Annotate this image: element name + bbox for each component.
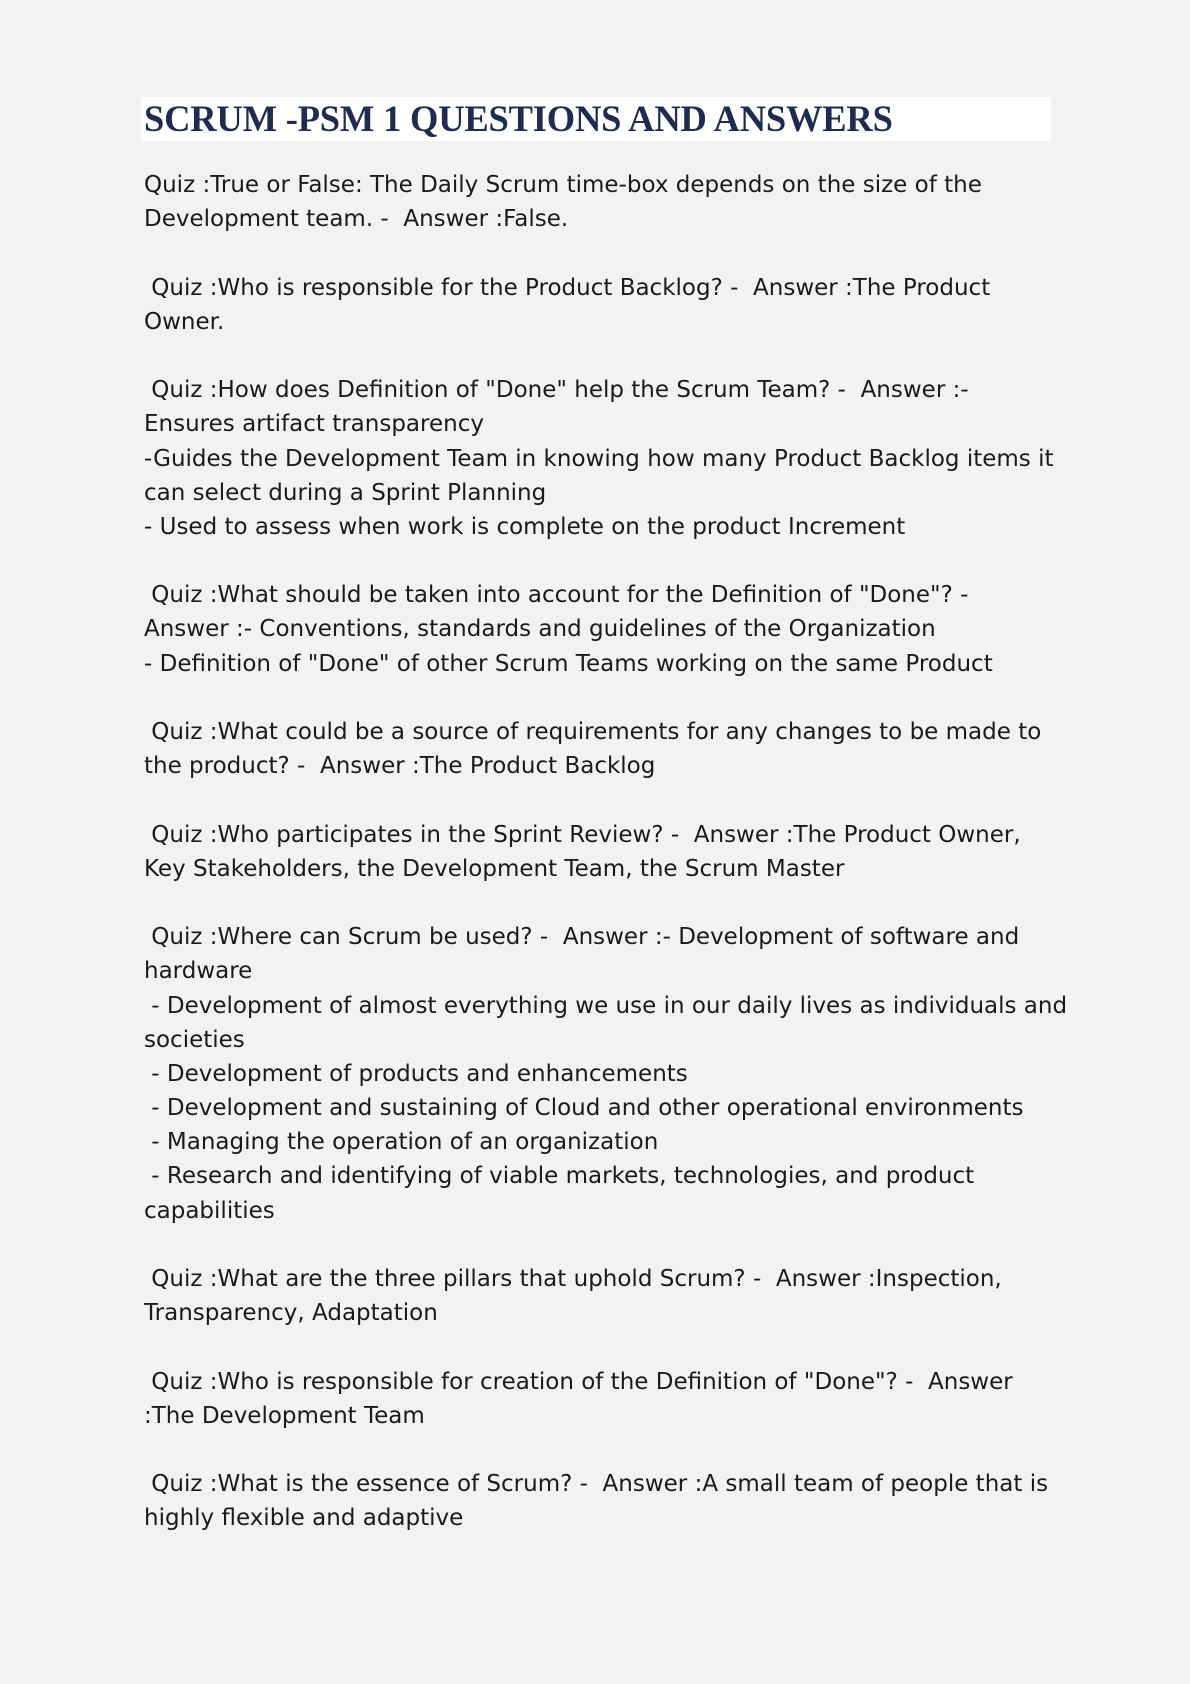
qa-line: Owner. xyxy=(144,308,225,335)
qa-line: Quiz :What should be taken into account for the Definition of "Done"? - xyxy=(144,582,969,609)
qa-line: - Research and identifying of viable markets, technologies, and product xyxy=(144,1163,975,1190)
qa-line: hardware xyxy=(144,958,253,985)
qa-item xyxy=(144,715,1064,783)
qa-item xyxy=(144,271,1064,339)
qa-line: - Development and sustaining of Cloud and other operational environments xyxy=(144,1095,1024,1122)
qa-line: the product? - Answer :The Product Backlog xyxy=(144,753,656,780)
qa-line: Development team. - Answer :False. xyxy=(144,206,569,233)
qa-line: - Development of almost everything we use in our daily lives as individuals and xyxy=(144,992,1068,1019)
page-title: SCRUM -PSM 1 QUESTIONS AND ANSWERS xyxy=(144,98,893,139)
qa-item xyxy=(144,818,1064,886)
qa-line: - Definition of "Done" of other Scrum Teams working on the same Product xyxy=(144,650,993,677)
qa-line: Ensures artifact transparency xyxy=(144,411,484,438)
qa-line: capabilities xyxy=(144,1197,275,1224)
qa-list xyxy=(144,168,1068,1570)
qa-line: Transparency, Adaptation xyxy=(144,1300,438,1327)
qa-line: - Managing the operation of an organization xyxy=(144,1129,659,1156)
qa-line: highly flexible and adaptive xyxy=(144,1505,464,1532)
qa-item xyxy=(144,1467,1064,1535)
qa-line: Quiz :How does Definition of "Done" help the Scrum Team? - Answer :- xyxy=(144,377,969,404)
qa-line: Quiz :What is the essence of Scrum? - Answer :A small team of people that is xyxy=(144,1471,1049,1498)
qa-item xyxy=(144,920,1068,1228)
qa-line: Quiz :Where can Scrum be used? - Answer :- Development of software and xyxy=(144,924,1020,951)
qa-item xyxy=(144,1365,1064,1433)
qa-line: Key Stakeholders, the Development Team, the Scrum Master xyxy=(144,855,845,882)
qa-item xyxy=(144,373,1064,544)
qa-item xyxy=(144,168,1064,236)
qa-line: - Used to assess when work is complete on the product Increment xyxy=(144,513,906,540)
qa-line: - Development of products and enhancements xyxy=(144,1060,688,1087)
qa-line: Quiz :True or False: The Daily Scrum time-box depends on the size of the xyxy=(144,172,982,198)
qa-line: Quiz :What could be a source of requirements for any changes to be made to xyxy=(144,719,1042,745)
qa-line: Answer :- Conventions, standards and guidelines of the Organization xyxy=(144,616,936,643)
qa-item xyxy=(144,1262,1064,1330)
qa-line: Quiz :What are the three pillars that uphold Scrum? - Answer :Inspection, xyxy=(144,1266,1002,1292)
qa-line: Quiz :Who participates in the Sprint Review? - Answer :The Product Owner, xyxy=(144,821,1021,848)
qa-line: :The Development Team xyxy=(144,1402,425,1429)
qa-line: Quiz :Who is responsible for creation of the Definition of "Done"? - Answer xyxy=(144,1368,1013,1395)
qa-line: -Guides the Development Team in knowing how many Product Backlog items it xyxy=(144,445,1054,472)
qa-line: Quiz :Who is responsible for the Product Backlog? - Answer :The Product xyxy=(144,274,991,301)
qa-line: societies xyxy=(144,1026,245,1053)
qa-item xyxy=(144,578,1064,681)
qa-line: can select during a Sprint Planning xyxy=(144,479,547,506)
